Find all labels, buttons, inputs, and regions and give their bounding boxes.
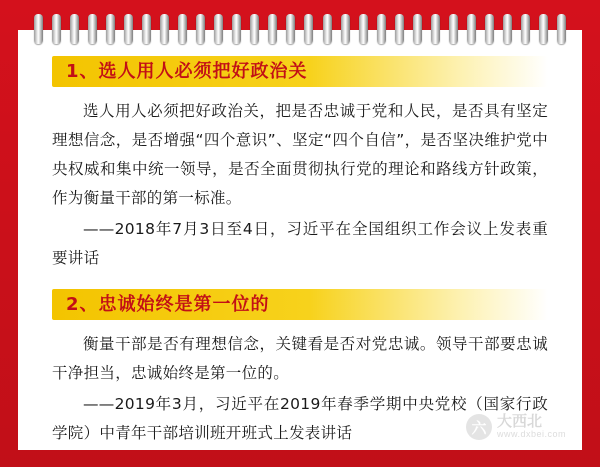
spiral-ring <box>124 14 133 44</box>
spiral-ring <box>485 14 494 44</box>
section-1-heading <box>52 56 548 87</box>
spiral-ring <box>142 14 151 44</box>
spiral-ring <box>34 14 43 44</box>
spiral-ring <box>178 14 187 44</box>
spiral-ring <box>106 14 115 44</box>
spiral-ring <box>413 14 422 44</box>
spiral-ring <box>395 14 404 44</box>
watermark-logo <box>466 414 566 440</box>
section-2-paragraph: 衡量干部是否有理想信念，关键看是否对党忠诚。领导干部要忠诚干净担当，忠诚始终是第一位的。 <box>52 335 548 382</box>
section-1-source: ——2018年7月3日至4日，习近平在全国组织工作会议上发表重要讲话 <box>52 220 548 267</box>
spiral-ring <box>52 14 61 44</box>
spiral-binding <box>18 14 582 46</box>
spiral-ring <box>521 14 530 44</box>
spiral-ring <box>232 14 241 44</box>
spiral-ring <box>88 14 97 44</box>
spiral-ring <box>449 14 458 44</box>
spiral-ring <box>250 14 259 44</box>
watermark-site-name: 大西北 <box>496 412 542 431</box>
spiral-ring <box>304 14 313 44</box>
spiral-ring <box>268 14 277 44</box>
section-1-paragraph: 选人用人必须把好政治关，把是否忠诚于党和人民，是否具有坚定理想信念，是否增强“四个意识”、坚定“四个自信”，是否坚决维护党中央权威和集中统一领导，是否全面贯彻执行党的理论和路线方针政策，作为衡量干部的第一标准。 <box>52 102 548 207</box>
note-sheet <box>18 30 582 450</box>
spiral-ring <box>467 14 476 44</box>
watermark-site-url: www.dxbei.com <box>496 429 566 440</box>
section-1 <box>52 56 548 273</box>
section-2-heading-text: 2、忠诚始终是第一位的 <box>66 294 270 315</box>
watermark-badge: 六 <box>466 414 492 440</box>
spiral-ring <box>70 14 79 44</box>
spiral-ring <box>214 14 223 44</box>
spiral-ring <box>323 14 332 44</box>
section-1-heading-text: 1、选人用人必须把好政治关 <box>66 61 308 82</box>
spiral-ring <box>359 14 368 44</box>
spiral-ring <box>539 14 548 44</box>
spiral-ring <box>377 14 386 44</box>
watermark-text <box>497 414 566 439</box>
spiral-ring <box>503 14 512 44</box>
spiral-ring <box>341 14 350 44</box>
section-2-heading <box>52 289 548 320</box>
spiral-ring <box>160 14 169 44</box>
section-2-source: ——2019年3月，习近平在2019年春季学期中央党校（国家行政学院）中青年干部培训班开班式上发表讲话 <box>52 395 548 442</box>
spiral-ring <box>431 14 440 44</box>
document-content <box>18 30 582 450</box>
spiral-ring <box>557 14 566 44</box>
spiral-ring <box>196 14 205 44</box>
spiral-ring <box>286 14 295 44</box>
